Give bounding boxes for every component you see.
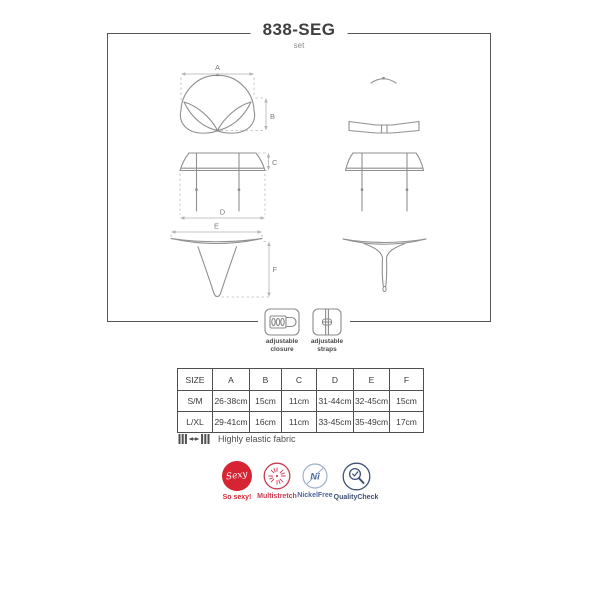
fabric-note: [177, 432, 296, 446]
thong-front-drawing: [171, 239, 262, 297]
nickel-free-icon: [302, 463, 328, 489]
svg-text:Ni: Ni: [310, 471, 320, 483]
size-table-header: A: [213, 369, 250, 391]
size-table-cell: 35-49cm: [354, 412, 390, 433]
product-title-block: [251, 21, 348, 50]
size-table-cell: 11cm: [282, 391, 317, 412]
badge-so-sexy: [215, 461, 259, 501]
garter-belt-back-drawing: [346, 153, 424, 211]
size-table-cell: L/XL: [178, 412, 213, 433]
adjustable-closure-icon: [264, 308, 300, 336]
feature-adjustable-straps: [304, 308, 350, 354]
thong-back-drawing: [343, 239, 426, 292]
garment-drawings: [108, 34, 490, 321]
size-table-header: SIZE: [178, 369, 213, 391]
dim-e: [171, 222, 262, 238]
size-table-cell: 16cm: [250, 412, 282, 433]
bra-front-drawing: [180, 74, 254, 133]
size-table-header: E: [354, 369, 390, 391]
dim-d: [180, 174, 265, 220]
so-sexy-icon: Sexy: [222, 461, 252, 491]
size-table: [177, 368, 424, 433]
elastic-stretch-icon: [177, 432, 211, 446]
size-table-cell: 31-44cm: [317, 391, 354, 412]
size-table-row-lxl: [178, 412, 424, 433]
size-table-cell: 15cm: [390, 391, 424, 412]
size-table-header: B: [250, 369, 282, 391]
dim-label-e: E: [213, 221, 220, 231]
badge-label: Multistretch: [257, 493, 297, 500]
size-table-header: C: [282, 369, 317, 391]
feature-label: adjustable straps: [310, 338, 344, 354]
multistretch-icon: [263, 462, 291, 490]
size-table-cell: 11cm: [282, 412, 317, 433]
size-table-row-sm: [178, 391, 424, 412]
size-table-cell: 33-45cm: [317, 412, 354, 433]
garter-belt-front-drawing: [180, 153, 265, 211]
size-table-cell: 26-38cm: [213, 391, 250, 412]
badge-label: So sexy!: [222, 494, 252, 501]
size-table-cell: 29-41cm: [213, 412, 250, 433]
size-table-header: D: [317, 369, 354, 391]
halter-strap-back-drawing: [371, 77, 396, 83]
dim-label-a: A: [214, 63, 221, 72]
badge-label: NickelFree: [297, 492, 333, 499]
badge-quality-check: [333, 462, 379, 501]
feature-adjustable-closure: [258, 308, 306, 354]
product-title: 838-SEG: [262, 20, 336, 39]
dim-label-b: B: [270, 112, 276, 121]
size-table-cell: 32-45cm: [354, 391, 390, 412]
dim-f: [222, 242, 278, 298]
size-table-header-row: [178, 369, 424, 391]
size-table-header: F: [390, 369, 424, 391]
dim-label-d: D: [219, 207, 226, 217]
fabric-note-text: Highly elastic fabric: [218, 434, 296, 444]
size-table-cell: 17cm: [390, 412, 424, 433]
badge-label: QualityCheck: [333, 494, 379, 501]
bra-band-back-drawing: [349, 122, 419, 134]
size-table-cell: S/M: [178, 391, 213, 412]
badge-nickel-free: [293, 463, 337, 499]
adjustable-straps-icon: [312, 308, 342, 336]
dim-a: [181, 63, 254, 102]
size-table-cell: 15cm: [250, 391, 282, 412]
feature-label: adjustable closure: [265, 338, 299, 354]
diagram-frame: [107, 20, 491, 354]
product-subtitle: set: [293, 40, 305, 50]
dim-label-c: C: [272, 158, 278, 167]
dim-label-f: F: [272, 265, 278, 274]
quality-check-icon: [342, 462, 371, 491]
